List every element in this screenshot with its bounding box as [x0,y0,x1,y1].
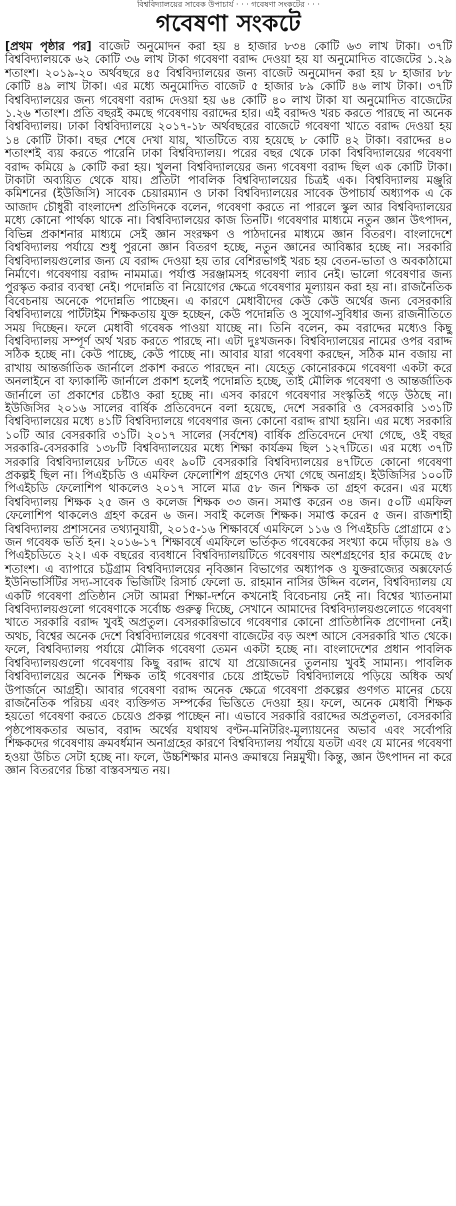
continued-from-front-tag: [প্রথম পৃষ্ঠার পর] [5,40,92,53]
previous-article-clip: বিশ্ববিদ্যালয়ের সাবেক উপাচার্য · · · গবেষণা সংকটের · · · [137,0,320,9]
article-body [5,40,452,777]
article-paragraph [5,40,452,777]
article-headline: গবেষণা সংকটে [155,11,302,37]
article-text: বাজেট অনুমোদন করা হয় ৪ হাজার ৮৩৪ কোটি ৬৩ লাখ টাকা। ৩৭টি বিশ্ববিদ্যালয়কে ৬২ কোটি ৩৬ লাখ টাকা গবেষণা বরাদ্দ দেওয়া হয় যা অনুমোদিত বাজেটের ১.২৯ শতাংশ। ২০১৯-২০ অর্থবছরে ৪৫ বিশ্ববিদ্যালয়ের জন্য বাজেট অনুমোদন করা হয় ৮ হাজার ৮৮ কোটি ৪৯ লাখ টাকা। এর মধ্যে অনুমোদিত বাজেট ৫ হাজার ৮৯ কোটি ৪৬ লাখ টাকা। ৩৭টি বিশ্ববিদ্যালয়ের জন্য গবেষণা বরাদ্দ দেওয়া হয় ৬৪ কোটি ৪০ লাখ টাকা যা অনুমোদিত বাজেটের ১.২৬ শতাংশ। প্রতি বছরই কমছে গবেষণায় বরাদ্দের হার। এই বরাদ্দও খরচ করতে পারছে না অনেক বিশ্ববিদ্যালয়। ঢাকা বিশ্ববিদ্যালয়ে ২০১৭-১৮ অর্থবছরের বাজেটে গবেষণা খাতে বরাদ্দ দেওয়া হয় ১৪ কোটি টাকা। বছর শেষে দেখা যায়, খাতটিতে ব্যয় হয়েছে ৮ কোটি ৪২ টাকা। বরাদ্দের ৪০ শতাংশই ব্যয় করতে পারেনি ঢাকা বিশ্ববিদ্যালয়। পরের বছর থেকে ঢাকা বিশ্ববিদ্যালয়ের গবেষণা বরাদ্দ কমিয়ে ৯ কোটি করা হয়। খুলনা বিশ্ববিদ্যালয়ের জন্য গবেষণা বরাদ্দ ছিল এক কোটি টাকা। টাকাটা অব্যয়িত থেকে যায়। প্রতিটা পাবলিক বিশ্ববিদ্যালয়ের চিত্রই এক। বিশ্ববিদ্যালয় মঞ্জুরি কমিশনের (ইউজিসি) সাবেক চেয়ারম্যান ও ঢাকা বিশ্ববিদ্যালয়ের সাবেক উপাচার্য অধ্যাপক এ কে আজাদ চৌধুরী বাংলাদেশ প্রতিদিনকে বলেন, গবেষণা করতে না পারলে স্কুল আর বিশ্ববিদ্যালয়ের মধ্যে কোনো পার্থক্য থাকে না। বিশ্ববিদ্যালয়ের কাজ তিনটি। গবেষণার মাধ্যমে নতুন জ্ঞান উৎপাদন, বিভিন্ন প্রকাশনার মাধ্যমে সেই জ্ঞান সংরক্ষণ ও পাঠদানের মাধ্যমে জ্ঞান বিতরণ। বাংলাদেশে বিশ্ববিদ্যালয় পর্যায়ে শুধু পুরনো জ্ঞান বিতরণ হচ্ছে, নতুন জ্ঞানের আবিষ্কার হচ্ছে না। সরকারি বিশ্ববিদ্যালয়গুলোর জন্য যে বরাদ্দ দেওয়া হয় তার বেশিরভাগই খরচ হয় বেতন-ভাতা ও অবকাঠামো নির্মাণে। গবেষণায় বরাদ্দ নামমাত্র। পর্যাপ্ত সরঞ্জামসহ গবেষণা ল্যাব নেই। ভালো গবেষণার জন্য পুরস্কৃত করার ব্যবস্থা নেই। পদোন্নতি বা নিয়োগের ক্ষেত্রে গবেষণার মূল্যায়ন করা হয় না। রাজনৈতিক বিবেচনায় অনেকে পদোন্নতি পাচ্ছেন। এ কারণে মেধাবীদের কেউ কেউ অর্থের জন্য বেসরকারি বিশ্ববিদ্যালয়ে পার্টটাইম শিক্ষকতায় যুক্ত হচ্ছেন, কেউ পদোন্নতি ও সুযোগ-সুবিধার জন্য রাজনীতিতে সময় দিচ্ছেন। ফলে মেধাবী গবেষক পাওয়া যাচ্ছে না। তিনি বলেন, কম বরাদ্দের মধ্যেও কিছু বিশ্ববিদ্যালয় সম্পূর্ণ অর্থ খরচ করতে পারছে না। এটা দুঃখজনক। বিশ্ববিদ্যালয়ের নামের ওপর বরাদ্দ সঠিক হচ্ছে না। কেউ পাচ্ছে, কেউ পাচ্ছে না। আবার যারা গবেষণা করছেন, সঠিক মান বজায় না রাখায় আন্তর্জাতিক জার্নালে প্রকাশ করতে পারছেন না। যেহেতু কোনোরকমে গবেষণা একটা করে অনলাইনে বা ফ্যাকাল্টি জার্নালে প্রকাশ হলেই পদোন্নতি হচ্ছে, তাই মৌলিক গবেষণা ও আন্তর্জাতিক জার্নালে তা প্রকাশের চেষ্টাও করা হচ্ছে না। এসব কারণে গবেষণার সংস্কৃতিই গড়ে উঠছে না। ইউজিসির ২০১৬ সালের বার্ষিক প্রতিবেদনে বলা হয়েছে, দেশে সরকারি ও বেসরকারি ১৩১টি বিশ্ববিদ্যালয়ের মধ্যে ৪১টি বিশ্ববিদ্যালয়ে গবেষণার জন্য কোনো বরাদ্দ রাখা হয়নি। এর মধ্যে সরকারি ১০টি আর বেসরকারি ৩১টি। ২০১৭ সালের (সর্বশেষ) বার্ষিক প্রতিবেদনে দেখা গেছে, ওই বছর সরকারি-বেসরকারি ১৩৮টি বিশ্ববিদ্যালয়ের মধ্যে শিক্ষা কার্যক্রম ছিল ১২৭টিতে। এর মধ্যে ৩৭টি সরকারি বিশ্ববিদ্যালয়ের ৮টিতে এবং ৯০টি বেসরকারি বিশ্ববিদ্যালয়ের ৪৭টিতে কোনো গবেষণা প্রকল্পই ছিল না। পিএইচডি ও এমফিল ফেলোশিপ গ্রহণেও দেখা গেছে অনাগ্রহ। ইউজিসির ১০০টি পিএইচডি ফেলোশিপ থাকলেও ২০১৭ সালে মাত্র ৫৮ জন শিক্ষক তা গ্রহণ করেন। এর মধ্যে বিশ্ববিদ্যালয় শিক্ষক ২৫ জন ও কলেজ শিক্ষক ৩৩ জন। সমাপ্ত করেন ৩৪ জন। ৫০টি এমফিল ফেলোশিপ থাকলেও গ্রহণ করেন ৬ জন। সবাই কলেজ শিক্ষক। সমাপ্ত করেন ৫ জন। রাজশাহী বিশ্ববিদ্যালয় প্রশাসনের তথ্যানুযায়ী, ২০১৫-১৬ শিক্ষাবর্ষে এমফিলে ১১৬ ও পিএইচডি প্রোগ্রামে ৫১ জন গবেষক ভর্তি হন। ২০১৬-১৭ শিক্ষাবর্ষে এমফিলে ভর্তিকৃত গবেষকের সংখ্যা কমে দাঁড়ায় ৪৯ ও পিএইচডিতে ২২। এক বছরের ব্যবধানে বিশ্ববিদ্যালয়টিতে গবেষণায় অংশগ্রহণের হার কমেছে ৫৮ শতাংশ। এ ব্যাপারে চট্টগ্রাম বিশ্ববিদ্যালয়ের নৃবিজ্ঞান বিভাগের অধ্যাপক ও যুক্তরাজ্যের অক্সফোর্ড ইউনিভার্সিটির সদ্য-সাবেক ভিজিটিং রিসার্চ ফেলো ড. রাহমান নাসির উদ্দিন বলেন, বিশ্ববিদ্যালয় যে একটি গবেষণা প্রতিষ্ঠান সেটা আমরা শিক্ষা-দর্শনে কখনোই বিবেচনায় নেই না। বিশ্বের খ্যাতনামা বিশ্ববিদ্যালয়গুলো গবেষণাকে সর্বোচ্চ গুরুত্ব দিচ্ছে, সেখানে আমাদের বিশ্ববিদ্যালয়গুলোতে গবেষণা খাতে সরকারি বরাদ্দ খুবই অপ্রতুল। বেসরকারিভাবে গবেষণার কোনো প্রাতিষ্ঠানিক প্রণোদনা নেই। অথচ, বিশ্বের অনেক দেশে বিশ্ববিদ্যালয়ের গবেষণা বাজেটের বড় অংশ আসে বেসরকারি খাত থেকে। ফলে, বিশ্ববিদ্যালয় পর্যায়ে মৌলিক গবেষণা তেমন একটা হচ্ছে না। বাংলাদেশের প্রধান পাবলিক বিশ্ববিদ্যালয়গুলো গবেষণায় কিছু বরাদ্দ রাখে যা প্রয়োজনের তুলনায় খুবই সামান্য। পাবলিক বিশ্ববিদ্যালয়ের অনেক শিক্ষক তাই গবেষণার চেয়ে প্রাইভেট বিশ্ববিদ্যালয়ে পড়িয়ে অধিক অর্থ উপার্জনে আগ্রহী। আবার গবেষণা বরাদ্দ অনেক ক্ষেত্রে গবেষণা প্রকল্পের গুণগত মানের চেয়ে রাজনৈতিক পরিচয় এবং ব্যক্তিগত সম্পর্কের ভিত্তিতে দেওয়া হয়। ফলে, অনেক মেধাবী শিক্ষক হয়তো গবেষণা করতে চেয়েও প্রকল্প পাচ্ছেন না। এভাবে সরকারি বরাদ্দের অপ্রতুলতা, বেসরকারি পৃষ্ঠপোষকতার অভাব, বরাদ্দ অর্থের যথাযথ বণ্টন-মনিটরিং-মূল্যায়নের অভাব এবং সর্বোপরি শিক্ষকদের গবেষণায় ক্রমবর্ধমান অনাগ্রহের কারণে বিশ্ববিদ্যালয় পর্যায়ে যতটা এবং যে মানের গবেষণা হওয়া উচিত সেটা হচ্ছে না। ফলে, উচ্চশিক্ষার মানও ক্রমান্বয়ে নিম্নমুখী। কিন্তু, জ্ঞান উৎপাদন না করে জ্ঞান বিতরণের চিন্তা বাস্তবসম্মত নয়। [5,40,452,777]
